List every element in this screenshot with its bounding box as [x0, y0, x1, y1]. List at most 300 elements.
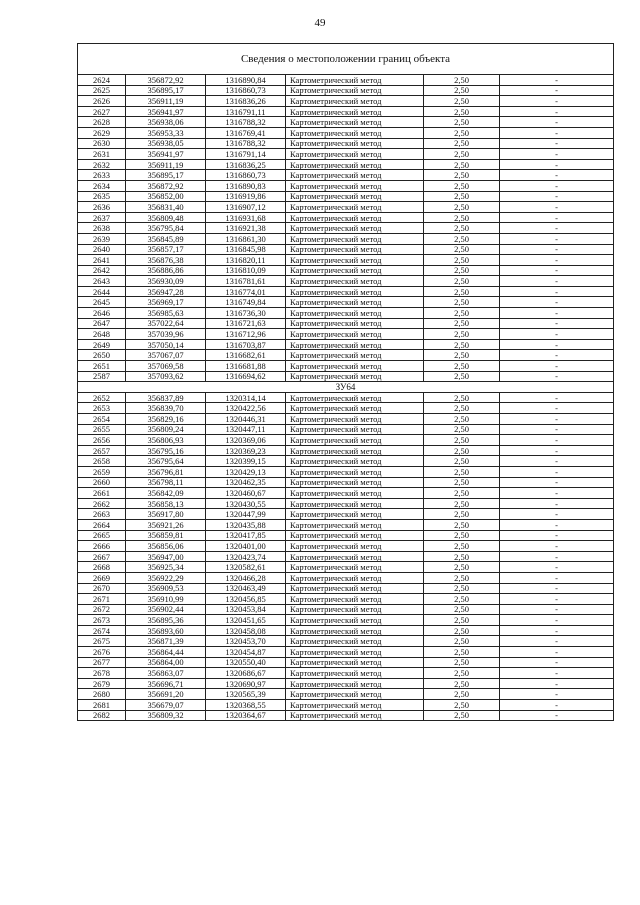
- point-number: 2641: [78, 255, 126, 266]
- coord-y: 1320550,40: [206, 657, 286, 668]
- coord-y: 1316682,61: [206, 350, 286, 361]
- description: -: [500, 604, 614, 615]
- coord-y: 1316694,62: [206, 371, 286, 382]
- method: Картометрический метод: [286, 392, 424, 403]
- point-number: 2677: [78, 657, 126, 668]
- coord-x: 356911,19: [126, 96, 206, 107]
- precision: 2,50: [424, 509, 500, 520]
- table-row: [78, 392, 614, 403]
- table-row: [78, 424, 614, 435]
- page-number: 49: [314, 17, 326, 29]
- description: -: [500, 371, 614, 382]
- method: Картометрический метод: [286, 106, 424, 117]
- precision: 2,50: [424, 466, 500, 477]
- table-row: [78, 657, 614, 668]
- precision: 2,50: [424, 647, 500, 658]
- description: -: [500, 594, 614, 605]
- coord-x: 356925,34: [126, 562, 206, 573]
- coord-y: 1320460,67: [206, 488, 286, 499]
- table-row: [78, 297, 614, 308]
- coord-x: 356969,17: [126, 297, 206, 308]
- method: Картометрический метод: [286, 170, 424, 181]
- method: Картометрический метод: [286, 350, 424, 361]
- precision: 2,50: [424, 276, 500, 287]
- coord-x: 356941,97: [126, 106, 206, 117]
- description: -: [500, 689, 614, 700]
- precision: 2,50: [424, 350, 500, 361]
- description: -: [500, 551, 614, 562]
- coord-y: 1316836,26: [206, 96, 286, 107]
- description: -: [500, 647, 614, 658]
- point-number: 2587: [78, 371, 126, 382]
- method: Картометрический метод: [286, 117, 424, 128]
- description: -: [500, 85, 614, 96]
- description: -: [500, 488, 614, 499]
- coord-y: 1316703,87: [206, 339, 286, 350]
- description: -: [500, 700, 614, 711]
- coord-x: 356806,93: [126, 435, 206, 446]
- description: -: [500, 159, 614, 170]
- precision: 2,50: [424, 403, 500, 414]
- table-row: [78, 361, 614, 372]
- coord-x: 357069,58: [126, 361, 206, 372]
- coord-x: 356852,00: [126, 191, 206, 202]
- method: Картометрический метод: [286, 96, 424, 107]
- point-number: 2660: [78, 477, 126, 488]
- coord-y: 1320417,85: [206, 530, 286, 541]
- coord-x: 356839,70: [126, 403, 206, 414]
- coord-y: 1316861,30: [206, 233, 286, 244]
- coord-x: 356859,81: [126, 530, 206, 541]
- method: Картометрический метод: [286, 159, 424, 170]
- precision: 2,50: [424, 435, 500, 446]
- description: -: [500, 445, 614, 456]
- coord-x: 356795,16: [126, 445, 206, 456]
- precision: 2,50: [424, 117, 500, 128]
- coord-x: 356902,44: [126, 604, 206, 615]
- precision: 2,50: [424, 255, 500, 266]
- coord-x: 356886,86: [126, 265, 206, 276]
- description: -: [500, 541, 614, 552]
- precision: 2,50: [424, 127, 500, 138]
- coord-x: 356985,63: [126, 308, 206, 319]
- precision: 2,50: [424, 477, 500, 488]
- method: Картометрический метод: [286, 329, 424, 340]
- table-row: [78, 255, 614, 266]
- table-row: [78, 180, 614, 191]
- method: Картометрический метод: [286, 138, 424, 149]
- description: -: [500, 435, 614, 446]
- precision: 2,50: [424, 339, 500, 350]
- coord-y: 1320466,28: [206, 572, 286, 583]
- precision: 2,50: [424, 572, 500, 583]
- coord-x: 356809,48: [126, 212, 206, 223]
- method: Картометрический метод: [286, 509, 424, 520]
- coord-x: 356863,07: [126, 668, 206, 679]
- description: -: [500, 191, 614, 202]
- description: -: [500, 392, 614, 403]
- coord-x: 356953,33: [126, 127, 206, 138]
- precision: 2,50: [424, 106, 500, 117]
- method: Картометрический метод: [286, 233, 424, 244]
- table-row: [78, 265, 614, 276]
- method: Картометрический метод: [286, 572, 424, 583]
- coord-y: 1320453,84: [206, 604, 286, 615]
- coord-y: 1316919,86: [206, 191, 286, 202]
- coord-x: 356837,89: [126, 392, 206, 403]
- precision: 2,50: [424, 583, 500, 594]
- table-row: [78, 583, 614, 594]
- table-row: [78, 170, 614, 181]
- description: -: [500, 286, 614, 297]
- description: -: [500, 244, 614, 255]
- coord-y: 1320451,65: [206, 615, 286, 626]
- description: -: [500, 466, 614, 477]
- method: Картометрический метод: [286, 75, 424, 86]
- coord-y: 1316860,73: [206, 85, 286, 96]
- precision: 2,50: [424, 445, 500, 456]
- precision: 2,50: [424, 551, 500, 562]
- point-number: 2668: [78, 562, 126, 573]
- coord-y: 1320399,15: [206, 456, 286, 467]
- coord-x: 356679,07: [126, 700, 206, 711]
- point-number: 2642: [78, 265, 126, 276]
- precision: 2,50: [424, 625, 500, 636]
- coord-y: 1320369,23: [206, 445, 286, 456]
- method: Картометрический метод: [286, 255, 424, 266]
- precision: 2,50: [424, 85, 500, 96]
- precision: 2,50: [424, 180, 500, 191]
- description: -: [500, 710, 614, 721]
- precision: 2,50: [424, 392, 500, 403]
- coord-x: 356858,13: [126, 498, 206, 509]
- method: Картометрический метод: [286, 636, 424, 647]
- precision: 2,50: [424, 700, 500, 711]
- description: -: [500, 149, 614, 160]
- coord-x: 356845,89: [126, 233, 206, 244]
- table-row: [78, 244, 614, 255]
- table-row: [78, 191, 614, 202]
- coord-x: 356864,00: [126, 657, 206, 668]
- precision: 2,50: [424, 498, 500, 509]
- point-number: 2648: [78, 329, 126, 340]
- coord-x: 356831,40: [126, 202, 206, 213]
- point-number: 2644: [78, 286, 126, 297]
- method: Картометрический метод: [286, 424, 424, 435]
- description: -: [500, 572, 614, 583]
- description: -: [500, 276, 614, 287]
- point-number: 2663: [78, 509, 126, 520]
- description: -: [500, 138, 614, 149]
- table-row: [78, 551, 614, 562]
- coord-x: 356895,17: [126, 85, 206, 96]
- description: -: [500, 297, 614, 308]
- coord-y: 1320423,74: [206, 551, 286, 562]
- description: -: [500, 498, 614, 509]
- point-number: 2659: [78, 466, 126, 477]
- table-row: [78, 223, 614, 234]
- precision: 2,50: [424, 244, 500, 255]
- coord-x: 356829,16: [126, 414, 206, 425]
- coord-y: 1316860,73: [206, 170, 286, 181]
- point-number: 2645: [78, 297, 126, 308]
- point-number: 2651: [78, 361, 126, 372]
- point-number: 2679: [78, 678, 126, 689]
- point-number: 2634: [78, 180, 126, 191]
- coord-y: 1320435,88: [206, 519, 286, 530]
- description: -: [500, 350, 614, 361]
- precision: 2,50: [424, 414, 500, 425]
- table-row: [78, 202, 614, 213]
- coord-y: 1320401,00: [206, 541, 286, 552]
- table-row: [78, 159, 614, 170]
- coord-x: 356941,97: [126, 149, 206, 160]
- coord-x: 356795,64: [126, 456, 206, 467]
- coord-y: 1320364,67: [206, 710, 286, 721]
- coord-y: 1320456,85: [206, 594, 286, 605]
- coord-x: 356857,17: [126, 244, 206, 255]
- coord-y: 1316810,09: [206, 265, 286, 276]
- point-number: 2631: [78, 149, 126, 160]
- method: Картометрический метод: [286, 678, 424, 689]
- description: -: [500, 361, 614, 372]
- method: Картометрический метод: [286, 202, 424, 213]
- table-row: [78, 488, 614, 499]
- table-row: [78, 371, 614, 382]
- coord-x: 356938,05: [126, 138, 206, 149]
- coord-y: 1320446,31: [206, 414, 286, 425]
- description: -: [500, 657, 614, 668]
- precision: 2,50: [424, 159, 500, 170]
- coord-y: 1316890,83: [206, 180, 286, 191]
- coord-y: 1316836,25: [206, 159, 286, 170]
- point-number: 2650: [78, 350, 126, 361]
- coord-y: 1316791,11: [206, 106, 286, 117]
- coord-y: 1320454,87: [206, 647, 286, 658]
- description: -: [500, 615, 614, 626]
- table-row: [78, 339, 614, 350]
- point-number: 2626: [78, 96, 126, 107]
- precision: 2,50: [424, 138, 500, 149]
- precision: 2,50: [424, 541, 500, 552]
- method: Картометрический метод: [286, 191, 424, 202]
- table-row: [78, 456, 614, 467]
- method: Картометрический метод: [286, 435, 424, 446]
- method: Картометрический метод: [286, 583, 424, 594]
- precision: 2,50: [424, 96, 500, 107]
- description: -: [500, 678, 614, 689]
- description: -: [500, 668, 614, 679]
- coord-x: 356872,92: [126, 180, 206, 191]
- description: -: [500, 562, 614, 573]
- coord-x: 356895,17: [126, 170, 206, 181]
- coord-y: 1316712,96: [206, 329, 286, 340]
- coord-y: 1320462,35: [206, 477, 286, 488]
- point-number: 2654: [78, 414, 126, 425]
- precision: 2,50: [424, 636, 500, 647]
- table-row: [78, 541, 614, 552]
- coord-y: 1320429,13: [206, 466, 286, 477]
- table-row: [78, 604, 614, 615]
- precision: 2,50: [424, 233, 500, 244]
- precision: 2,50: [424, 361, 500, 372]
- table-row: [78, 594, 614, 605]
- method: Картометрический метод: [286, 604, 424, 615]
- description: -: [500, 170, 614, 181]
- coord-x: 357093,62: [126, 371, 206, 382]
- table-row: [78, 519, 614, 530]
- method: Картометрический метод: [286, 615, 424, 626]
- method: Картометрический метод: [286, 710, 424, 721]
- precision: 2,50: [424, 202, 500, 213]
- method: Картометрический метод: [286, 689, 424, 700]
- description: -: [500, 318, 614, 329]
- point-number: 2655: [78, 424, 126, 435]
- method: Картометрический метод: [286, 403, 424, 414]
- coord-x: 357022,64: [126, 318, 206, 329]
- point-number: 2624: [78, 75, 126, 86]
- description: -: [500, 583, 614, 594]
- coord-x: 356856,06: [126, 541, 206, 552]
- point-number: 2681: [78, 700, 126, 711]
- precision: 2,50: [424, 530, 500, 541]
- coord-y: 1316845,98: [206, 244, 286, 255]
- method: Картометрический метод: [286, 551, 424, 562]
- table-row: [78, 96, 614, 107]
- coord-x: 356922,29: [126, 572, 206, 583]
- coord-y: 1320447,99: [206, 509, 286, 520]
- point-number: 2672: [78, 604, 126, 615]
- point-number: 2658: [78, 456, 126, 467]
- precision: 2,50: [424, 212, 500, 223]
- coord-x: 356917,80: [126, 509, 206, 520]
- table-row: [78, 625, 614, 636]
- coord-y: 1320430,55: [206, 498, 286, 509]
- description: -: [500, 339, 614, 350]
- coord-x: 356938,06: [126, 117, 206, 128]
- coord-x: 356947,28: [126, 286, 206, 297]
- precision: 2,50: [424, 297, 500, 308]
- point-number: 2661: [78, 488, 126, 499]
- description: -: [500, 414, 614, 425]
- point-number: 2643: [78, 276, 126, 287]
- coord-y: 1320422,56: [206, 403, 286, 414]
- table-row: [78, 700, 614, 711]
- coord-x: 356893,60: [126, 625, 206, 636]
- point-number: 2646: [78, 308, 126, 319]
- description: -: [500, 255, 614, 266]
- point-number: 2670: [78, 583, 126, 594]
- coord-x: 356872,92: [126, 75, 206, 86]
- coord-x: 356691,20: [126, 689, 206, 700]
- coord-y: 1316907,12: [206, 202, 286, 213]
- method: Картометрический метод: [286, 594, 424, 605]
- point-number: 2640: [78, 244, 126, 255]
- description: -: [500, 509, 614, 520]
- precision: 2,50: [424, 170, 500, 181]
- description: -: [500, 223, 614, 234]
- method: Картометрический метод: [286, 625, 424, 636]
- description: -: [500, 127, 614, 138]
- method: Картометрический метод: [286, 85, 424, 96]
- method: Картометрический метод: [286, 371, 424, 382]
- table-row: [78, 530, 614, 541]
- point-number: 2649: [78, 339, 126, 350]
- precision: 2,50: [424, 456, 500, 467]
- coord-x: 356910,99: [126, 594, 206, 605]
- precision: 2,50: [424, 604, 500, 615]
- table-row: [78, 572, 614, 583]
- precision: 2,50: [424, 668, 500, 679]
- point-number: 2682: [78, 710, 126, 721]
- point-number: 2666: [78, 541, 126, 552]
- table-row: [78, 149, 614, 160]
- coord-y: 1320368,55: [206, 700, 286, 711]
- method: Картометрический метод: [286, 265, 424, 276]
- point-number: 2676: [78, 647, 126, 658]
- description: -: [500, 233, 614, 244]
- table-row: [78, 85, 614, 96]
- method: Картометрический метод: [286, 530, 424, 541]
- method: Картометрический метод: [286, 339, 424, 350]
- precision: 2,50: [424, 678, 500, 689]
- precision: 2,50: [424, 265, 500, 276]
- precision: 2,50: [424, 710, 500, 721]
- coord-x: 356895,36: [126, 615, 206, 626]
- description: -: [500, 636, 614, 647]
- coord-x: 356921,26: [126, 519, 206, 530]
- section-row: [78, 382, 614, 393]
- table-row: [78, 414, 614, 425]
- description: -: [500, 202, 614, 213]
- method: Картометрический метод: [286, 647, 424, 658]
- precision: 2,50: [424, 318, 500, 329]
- description: -: [500, 424, 614, 435]
- description: -: [500, 477, 614, 488]
- coord-y: 1316736,30: [206, 308, 286, 319]
- point-number: 2662: [78, 498, 126, 509]
- coord-x: 356842,09: [126, 488, 206, 499]
- table-row: [78, 106, 614, 117]
- coord-y: 1316788,32: [206, 138, 286, 149]
- coord-x: 356795,84: [126, 223, 206, 234]
- point-number: 2664: [78, 519, 126, 530]
- method: Картометрический метод: [286, 212, 424, 223]
- point-number: 2633: [78, 170, 126, 181]
- description: -: [500, 625, 614, 636]
- point-number: 2629: [78, 127, 126, 138]
- table-row: [78, 689, 614, 700]
- coord-x: 357067,07: [126, 350, 206, 361]
- precision: 2,50: [424, 75, 500, 86]
- table-row: [78, 117, 614, 128]
- method: Картометрический метод: [286, 223, 424, 234]
- precision: 2,50: [424, 615, 500, 626]
- precision: 2,50: [424, 371, 500, 382]
- coord-y: 1320458,08: [206, 625, 286, 636]
- method: Картометрический метод: [286, 541, 424, 552]
- table-title-row: [78, 44, 614, 75]
- method: Картометрический метод: [286, 445, 424, 456]
- description: -: [500, 265, 614, 276]
- point-number: 2680: [78, 689, 126, 700]
- coord-y: 1320369,06: [206, 435, 286, 446]
- method: Картометрический метод: [286, 286, 424, 297]
- coord-y: 1316820,11: [206, 255, 286, 266]
- coord-y: 1316921,38: [206, 223, 286, 234]
- table-row: [78, 329, 614, 340]
- coord-y: 1320463,49: [206, 583, 286, 594]
